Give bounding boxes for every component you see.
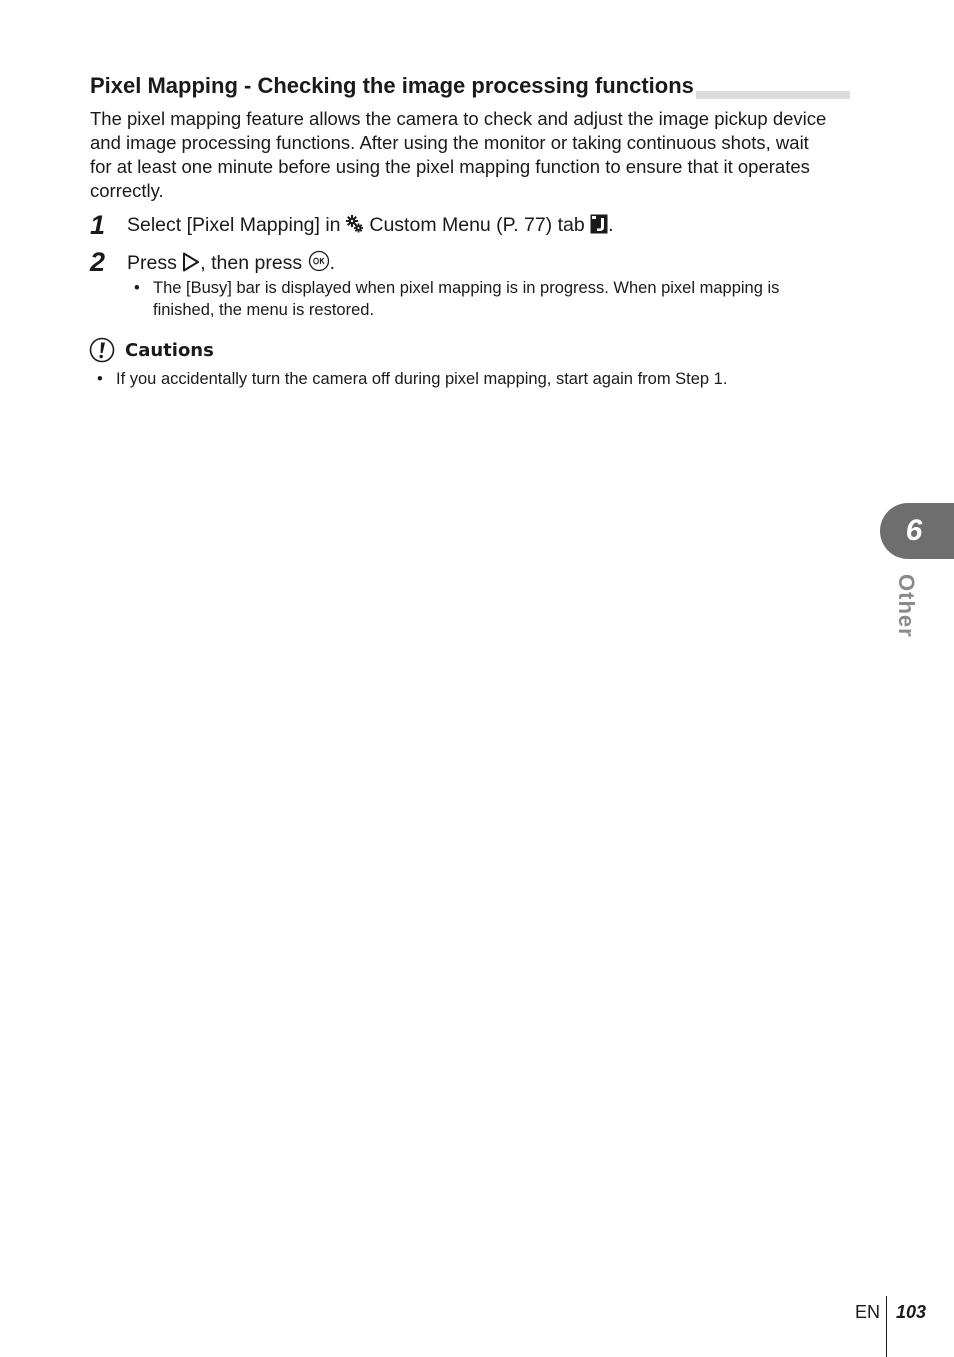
section-title: Pixel Mapping - Checking the image processing functions xyxy=(90,73,694,98)
step-2-note xyxy=(134,277,839,321)
cautions-label: Cautions xyxy=(125,340,214,361)
step-text-part: . xyxy=(329,252,336,274)
step-text-part: , then press xyxy=(200,252,303,274)
tab-j-icon xyxy=(590,214,608,240)
page-number: 103 xyxy=(896,1302,927,1322)
bullet: • xyxy=(97,370,103,388)
footer-language: EN xyxy=(855,1302,881,1322)
ok-button-icon xyxy=(308,250,330,278)
step-1 xyxy=(90,210,850,240)
step-2 xyxy=(90,247,850,277)
bullet: • xyxy=(134,279,140,297)
step-note-text: The [Busy] bar is displayed when pixel mapping is in progress. When pixel mapping is finished, the menu is restored. xyxy=(153,279,780,319)
step-text-part: . xyxy=(608,214,614,236)
step-number: 2 xyxy=(90,247,106,277)
caution-item xyxy=(97,368,857,390)
footer-divider xyxy=(886,1296,887,1357)
custom-menu-gear-icon xyxy=(346,214,364,240)
cautions-heading xyxy=(89,337,389,363)
caution-text: If you accidentally turn the camera off during pixel mapping, start again from Step 1. xyxy=(116,370,728,388)
step-text-part: Custom Menu (P. 77) tab xyxy=(369,214,585,236)
step-number: 1 xyxy=(90,210,106,240)
chapter-tab xyxy=(880,503,954,559)
step-text-part: Select [Pixel Mapping] in xyxy=(127,214,341,236)
right-arrow-icon xyxy=(182,252,200,278)
step-text-part: Press xyxy=(127,252,177,274)
chapter-label: Other xyxy=(894,574,919,638)
step-text xyxy=(127,250,335,278)
chapter-number: 6 xyxy=(905,514,923,547)
section-heading xyxy=(90,72,850,100)
intro-paragraph: The pixel mapping feature allows the camera to check and adjust the image pickup device and image processing functions. After using the monitor or taking continuous shots, wait for at least one minute before using the pixel mapping function to ensure that it operates correctly. xyxy=(90,108,827,201)
step-text xyxy=(127,213,614,240)
exclamation-circle-icon xyxy=(89,337,115,368)
